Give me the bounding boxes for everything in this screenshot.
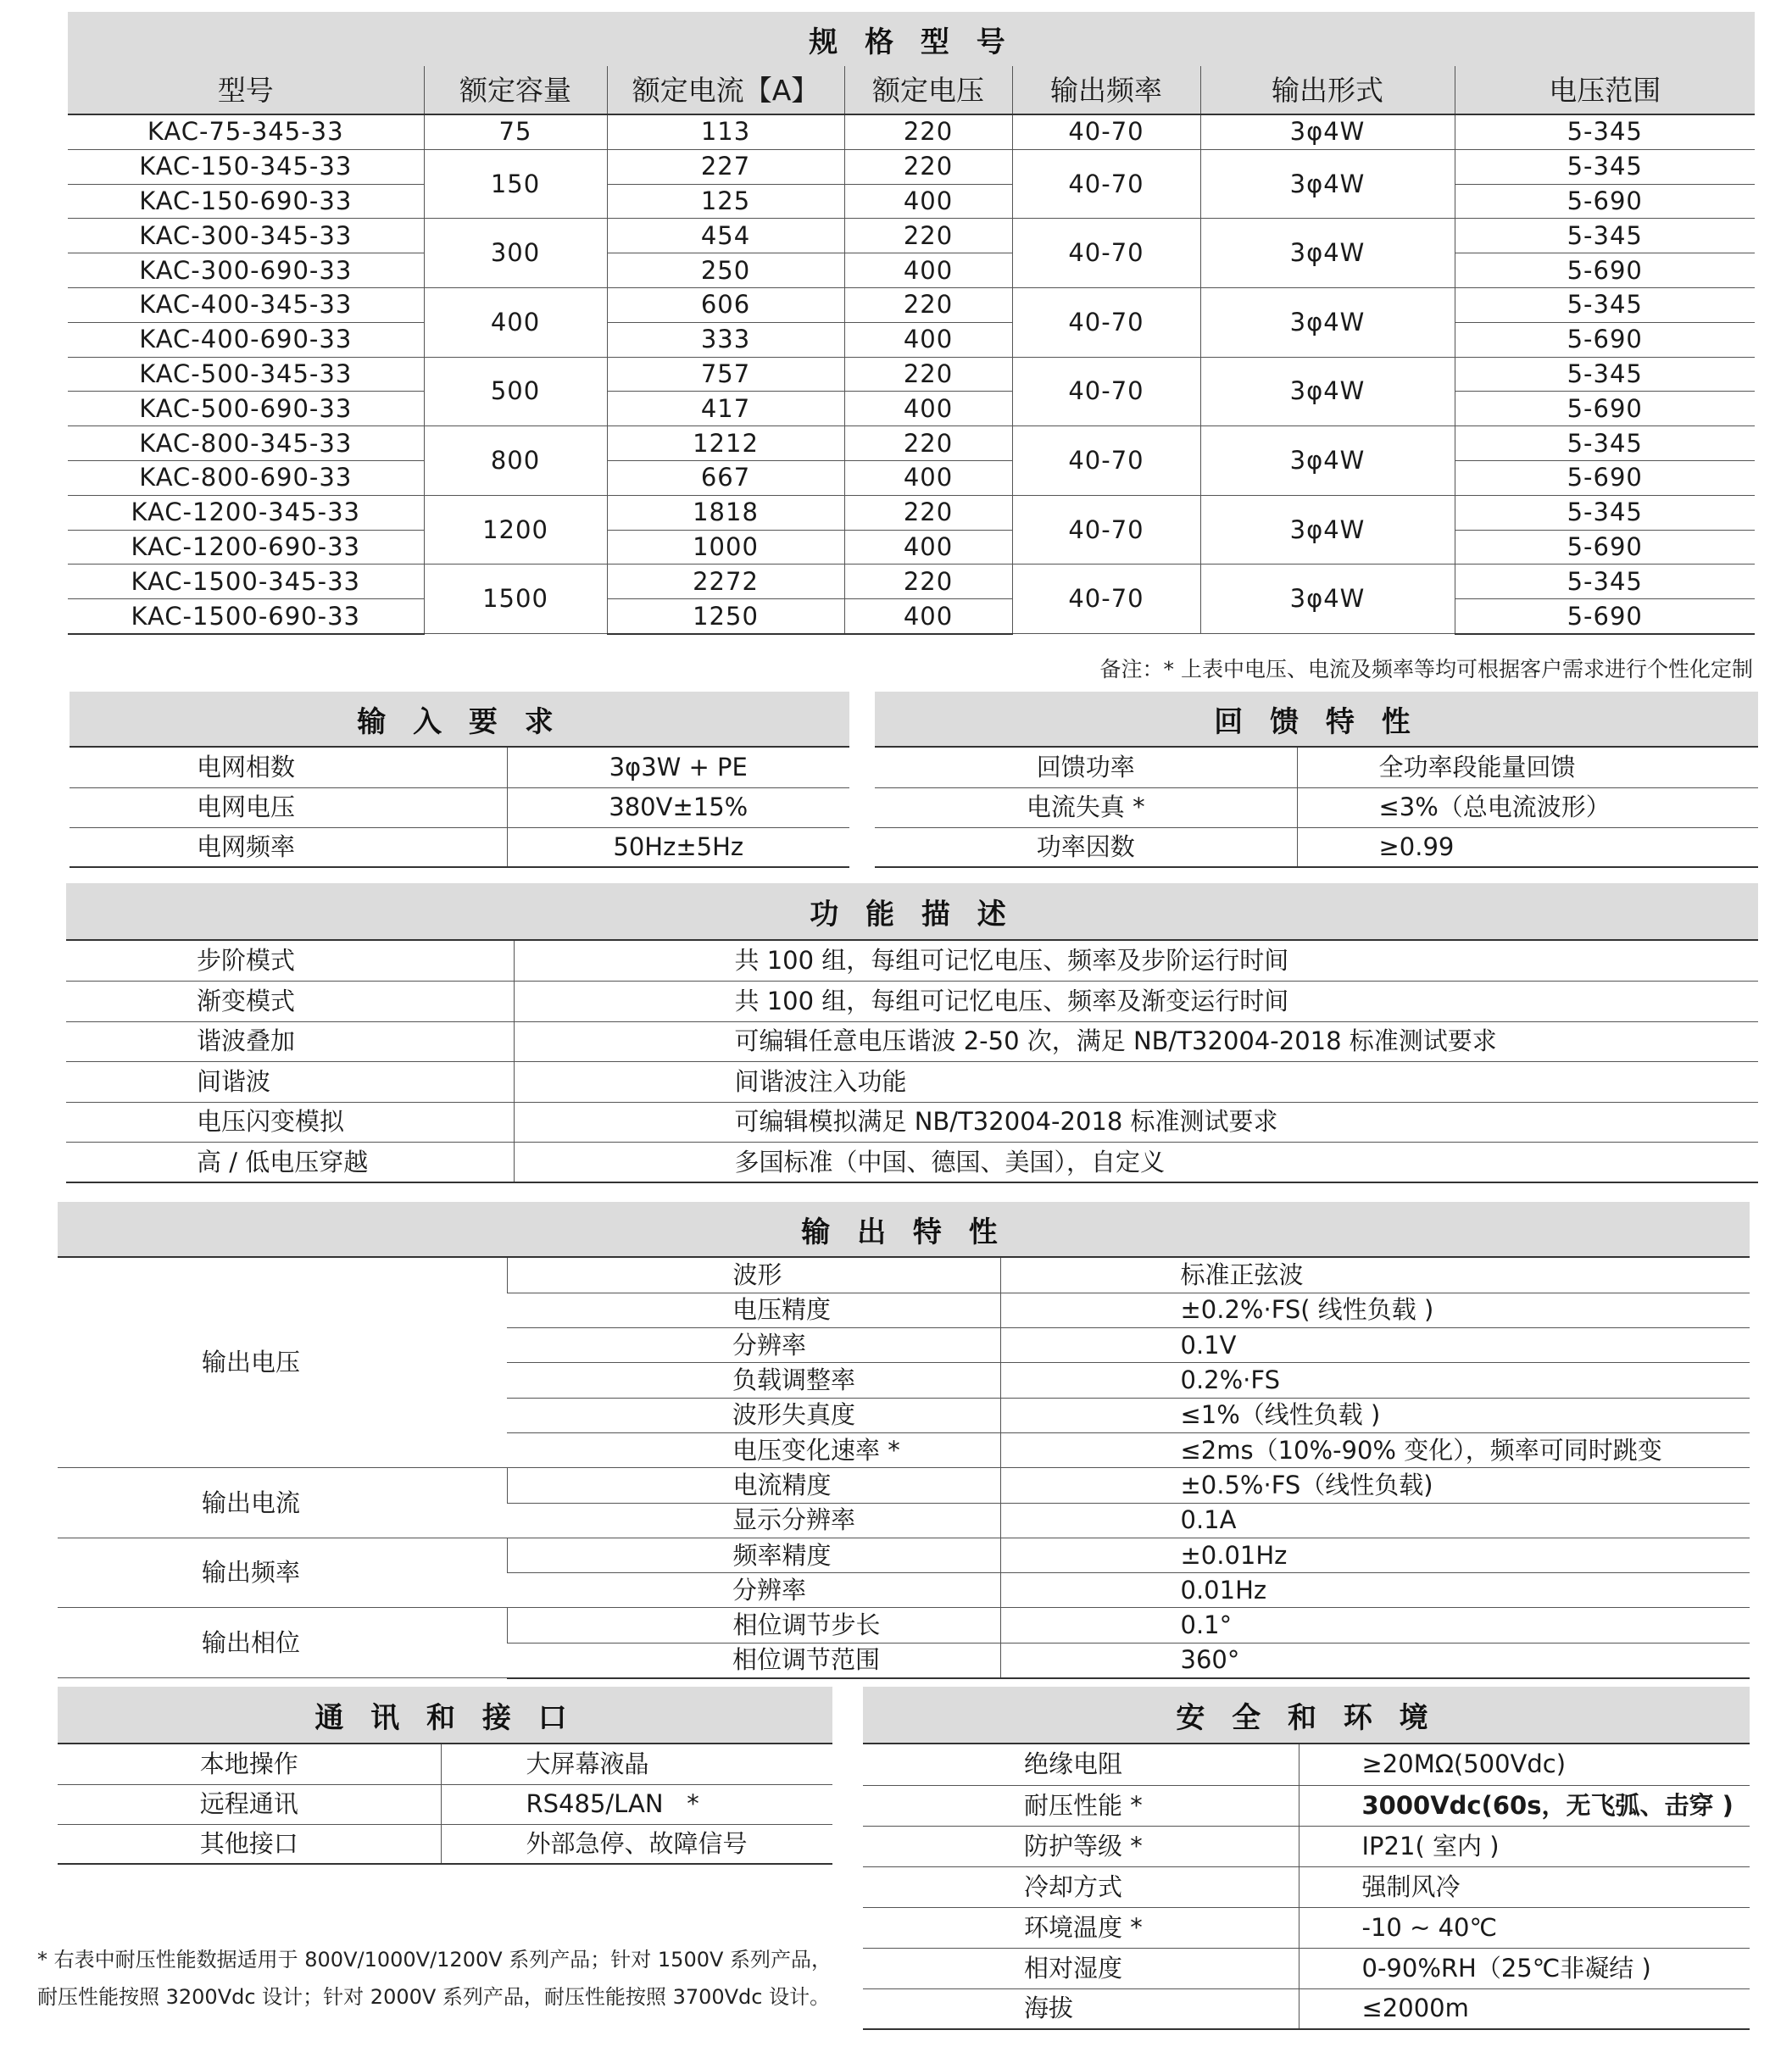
safety-label: 绝缘电阻 — [863, 1744, 1299, 1785]
table-row — [68, 426, 1755, 461]
comm-label: 远程通讯 — [58, 1784, 441, 1824]
table-row — [68, 287, 1755, 322]
table-row — [66, 1143, 1758, 1183]
comm-title: 通 讯 和 接 口 — [58, 1687, 832, 1744]
table-row — [68, 495, 1755, 530]
output-param: 波形失真度 — [507, 1398, 1000, 1432]
function-value: 可编辑模拟满足 NB/T32004-2018 标准测试要求 — [514, 1102, 1758, 1143]
spec-title: 规 格 型 号 — [68, 12, 1755, 66]
table-row — [70, 787, 849, 827]
function-value: 间谐波注入功能 — [514, 1062, 1758, 1103]
range-cell: 5-690 — [1455, 392, 1755, 426]
voltage-cell: 220 — [844, 565, 1012, 599]
frequency-cell: 40-70 — [1012, 219, 1200, 288]
safety-label: 耐压性能 * — [863, 1785, 1299, 1826]
function-label: 谐波叠加 — [66, 1021, 514, 1062]
range-cell: 5-690 — [1455, 184, 1755, 219]
comm-table — [58, 1744, 832, 1865]
table-row — [58, 1538, 1750, 1572]
output-value: 0.1A — [1000, 1503, 1750, 1538]
range-cell: 5-345 — [1455, 287, 1755, 322]
output-form-cell: 3φ4W — [1200, 357, 1455, 426]
table-row — [863, 1744, 1750, 1785]
output-param: 分辨率 — [507, 1573, 1000, 1608]
table-row — [68, 149, 1755, 184]
safety-value: -10 ~ 40℃ — [1299, 1907, 1750, 1948]
input-title: 输 入 要 求 — [70, 692, 849, 748]
model-cell: KAC-300-345-33 — [68, 219, 424, 253]
function-title: 功 能 描 述 — [66, 883, 1758, 941]
feedback-label: 回馈功率 — [875, 748, 1297, 787]
voltage-cell: 400 — [844, 530, 1012, 565]
model-cell: KAC-150-690-33 — [68, 184, 424, 219]
output-value: ≤1%（线性负载 ) — [1000, 1398, 1750, 1432]
table-row — [58, 1784, 832, 1824]
range-cell: 5-345 — [1455, 495, 1755, 530]
current-cell: 1000 — [607, 530, 844, 565]
spec-header-row — [68, 66, 1755, 114]
table-row — [68, 114, 1755, 149]
comm-value: RS485/LAN * — [441, 1784, 832, 1824]
input-label: 电网频率 — [70, 827, 507, 867]
output-form-cell: 3φ4W — [1200, 426, 1455, 496]
output-param: 波形 — [507, 1258, 1000, 1293]
range-cell: 5-690 — [1455, 530, 1755, 565]
comm-value: 外部急停、故障信号 — [441, 1824, 832, 1864]
safety-title: 安 全 和 环 境 — [863, 1687, 1750, 1744]
output-form-cell: 3φ4W — [1200, 114, 1455, 149]
table-row — [58, 1744, 832, 1784]
header-capacity: 额定容量 — [424, 66, 607, 114]
frequency-cell: 40-70 — [1012, 114, 1200, 149]
model-cell: KAC-1200-690-33 — [68, 530, 424, 565]
table-row — [68, 357, 1755, 392]
table-row — [70, 748, 849, 787]
output-form-cell: 3φ4W — [1200, 287, 1455, 357]
output-value: 0.1° — [1000, 1608, 1750, 1643]
output-value: ≤2ms（10%-90% 变化），频率可同时跳变 — [1000, 1432, 1750, 1467]
input-value: 380V±15% — [507, 787, 849, 827]
table-row — [66, 1021, 1758, 1062]
frequency-cell: 40-70 — [1012, 357, 1200, 426]
current-cell: 757 — [607, 357, 844, 392]
input-label: 电网电压 — [70, 787, 507, 827]
input-value: 50Hz±5Hz — [507, 827, 849, 867]
output-value: ±0.2%·FS( 线性负载 ) — [1000, 1293, 1750, 1327]
current-cell: 2272 — [607, 565, 844, 599]
safety-value: ≤2000m — [1299, 1988, 1750, 2029]
safety-value: 强制风冷 — [1299, 1866, 1750, 1907]
feedback-table — [875, 748, 1758, 868]
function-label: 步阶模式 — [66, 941, 514, 982]
current-cell: 113 — [607, 114, 844, 149]
table-row — [66, 1102, 1758, 1143]
voltage-cell: 220 — [844, 495, 1012, 530]
function-table — [66, 941, 1758, 1183]
output-value: 0.2%·FS — [1000, 1363, 1750, 1398]
table-row — [58, 1824, 832, 1864]
output-param: 负载调整率 — [507, 1363, 1000, 1398]
output-form-cell: 3φ4W — [1200, 565, 1455, 634]
comm-label: 本地操作 — [58, 1744, 441, 1784]
voltage-cell: 400 — [844, 184, 1012, 219]
safety-label: 防护等级 * — [863, 1826, 1299, 1866]
range-cell: 5-345 — [1455, 426, 1755, 461]
output-group-label: 输出电压 — [58, 1258, 507, 1468]
output-section — [58, 1202, 1750, 1679]
frequency-cell: 40-70 — [1012, 565, 1200, 634]
function-value: 共 100 组，每组可记忆电压、频率及渐变运行时间 — [514, 982, 1758, 1022]
input-value: 3φ3W + PE — [507, 748, 849, 787]
table-row — [68, 530, 1755, 565]
table-row — [66, 941, 1758, 982]
output-form-cell: 3φ4W — [1200, 219, 1455, 288]
range-cell: 5-345 — [1455, 565, 1755, 599]
spec-table — [68, 66, 1755, 635]
model-cell: KAC-800-690-33 — [68, 460, 424, 495]
table-row — [68, 599, 1755, 634]
safety-label: 冷却方式 — [863, 1866, 1299, 1907]
table-row — [68, 392, 1755, 426]
table-row — [863, 1866, 1750, 1907]
output-title: 输 出 特 性 — [58, 1202, 1750, 1258]
output-param: 电压精度 — [507, 1293, 1000, 1327]
voltage-cell: 220 — [844, 114, 1012, 149]
current-cell: 667 — [607, 460, 844, 495]
feedback-value: ≥0.99 — [1297, 827, 1758, 867]
voltage-cell: 400 — [844, 322, 1012, 357]
current-cell: 454 — [607, 219, 844, 253]
model-cell: KAC-800-345-33 — [68, 426, 424, 461]
range-cell: 5-345 — [1455, 114, 1755, 149]
output-param: 相位调节范围 — [507, 1643, 1000, 1677]
output-form-cell: 3φ4W — [1200, 149, 1455, 219]
safety-label: 海拔 — [863, 1988, 1299, 2029]
output-group-label: 输出电流 — [58, 1468, 507, 1538]
voltage-cell: 220 — [844, 219, 1012, 253]
range-cell: 5-345 — [1455, 357, 1755, 392]
table-row — [875, 827, 1758, 867]
safety-section — [863, 1687, 1750, 2030]
table-row — [68, 460, 1755, 495]
range-cell: 5-690 — [1455, 460, 1755, 495]
current-cell: 125 — [607, 184, 844, 219]
current-cell: 1212 — [607, 426, 844, 461]
feedback-value: 全功率段能量回馈 — [1297, 748, 1758, 787]
capacity-cell: 800 — [424, 426, 607, 496]
output-param: 相位调节步长 — [507, 1608, 1000, 1643]
comm-label: 其他接口 — [58, 1824, 441, 1864]
model-cell: KAC-500-690-33 — [68, 392, 424, 426]
model-cell: KAC-400-345-33 — [68, 287, 424, 322]
model-cell: KAC-150-345-33 — [68, 149, 424, 184]
feedback-section — [875, 692, 1758, 868]
current-cell: 333 — [607, 322, 844, 357]
output-group-label: 输出频率 — [58, 1538, 507, 1608]
model-cell: KAC-1500-690-33 — [68, 599, 424, 634]
current-cell: 1818 — [607, 495, 844, 530]
table-row — [70, 827, 849, 867]
range-cell: 5-345 — [1455, 149, 1755, 184]
range-cell: 5-690 — [1455, 322, 1755, 357]
output-value: 0.1V — [1000, 1328, 1750, 1363]
table-row — [863, 1988, 1750, 2029]
output-value: ±0.5%·FS（线性负载) — [1000, 1468, 1750, 1503]
function-label: 渐变模式 — [66, 982, 514, 1022]
model-cell: KAC-300-690-33 — [68, 253, 424, 288]
input-label: 电网相数 — [70, 748, 507, 787]
capacity-cell: 1200 — [424, 495, 607, 565]
table-row — [68, 565, 1755, 599]
voltage-cell: 400 — [844, 460, 1012, 495]
frequency-cell: 40-70 — [1012, 495, 1200, 565]
table-row — [66, 982, 1758, 1022]
voltage-cell: 220 — [844, 426, 1012, 461]
model-cell: KAC-400-690-33 — [68, 322, 424, 357]
spec-section — [68, 12, 1755, 635]
header-current: 额定电流【A】 — [607, 66, 844, 114]
safety-label: 相对湿度 — [863, 1948, 1299, 1988]
output-form-cell: 3φ4W — [1200, 495, 1455, 565]
table-row — [875, 787, 1758, 827]
voltage-cell: 220 — [844, 357, 1012, 392]
output-value: 标准正弦波 — [1000, 1258, 1750, 1293]
current-cell: 250 — [607, 253, 844, 288]
table-row — [68, 253, 1755, 288]
spec-note: 备注：* 上表中电压、电流及频率等均可根据客户需求进行个性化定制 — [1099, 657, 1753, 681]
frequency-cell: 40-70 — [1012, 426, 1200, 496]
table-row — [863, 1907, 1750, 1948]
output-param: 频率精度 — [507, 1538, 1000, 1572]
table-row — [863, 1785, 1750, 1826]
capacity-cell: 75 — [424, 114, 607, 149]
feedback-label: 电流失真 * — [875, 787, 1297, 827]
table-row — [875, 748, 1758, 787]
output-param: 分辨率 — [507, 1328, 1000, 1363]
table-row — [58, 1468, 1750, 1503]
safety-value: 3000Vdc(60s，无飞弧、击穿 ) — [1299, 1785, 1750, 1826]
header-frequency: 输出频率 — [1012, 66, 1200, 114]
feedback-title: 回 馈 特 性 — [875, 692, 1758, 748]
output-group-label: 输出相位 — [58, 1608, 507, 1678]
table-row — [66, 1062, 1758, 1103]
output-param: 显示分辨率 — [507, 1503, 1000, 1538]
footnote-line-1: * 右表中耐压性能数据适用于 800V/1000V/1200V 系列产品；针对 1500V 系列产品， — [37, 1948, 832, 1972]
range-cell: 5-690 — [1455, 599, 1755, 634]
frequency-cell: 40-70 — [1012, 149, 1200, 219]
table-row — [863, 1948, 1750, 1988]
capacity-cell: 400 — [424, 287, 607, 357]
safety-table — [863, 1744, 1750, 2030]
table-row — [68, 184, 1755, 219]
header-voltage-range: 电压范围 — [1455, 66, 1755, 114]
model-cell: KAC-1500-345-33 — [68, 565, 424, 599]
footnote-line-2: 耐压性能按照 3200Vdc 设计；针对 2000V 系列产品，耐压性能按照 3700Vdc 设计。 — [37, 1985, 831, 2009]
current-cell: 1250 — [607, 599, 844, 634]
function-label: 高 / 低电压穿越 — [66, 1143, 514, 1183]
voltage-cell: 400 — [844, 392, 1012, 426]
output-value: 360° — [1000, 1643, 1750, 1677]
capacity-cell: 1500 — [424, 565, 607, 634]
current-cell: 227 — [607, 149, 844, 184]
safety-value: ≥20MΩ(500Vdc) — [1299, 1744, 1750, 1785]
frequency-cell: 40-70 — [1012, 287, 1200, 357]
table-row — [863, 1826, 1750, 1866]
capacity-cell: 500 — [424, 357, 607, 426]
output-param: 电压变化速率 * — [507, 1432, 1000, 1467]
comm-section — [58, 1687, 832, 1865]
output-value: 0.01Hz — [1000, 1573, 1750, 1608]
output-param: 电流精度 — [507, 1468, 1000, 1503]
table-row — [58, 1608, 1750, 1643]
table-row — [58, 1258, 1750, 1293]
table-row — [68, 322, 1755, 357]
current-cell: 606 — [607, 287, 844, 322]
range-cell: 5-345 — [1455, 219, 1755, 253]
function-value: 可编辑任意电压谐波 2-50 次，满足 NB/T32004-2018 标准测试要求 — [514, 1021, 1758, 1062]
safety-value: 0-90%RH（25℃非凝结 ) — [1299, 1948, 1750, 1988]
range-cell: 5-690 — [1455, 253, 1755, 288]
model-cell: KAC-1200-345-33 — [68, 495, 424, 530]
function-label: 间谐波 — [66, 1062, 514, 1103]
input-section — [70, 692, 849, 868]
table-row — [68, 219, 1755, 253]
feedback-label: 功率因数 — [875, 827, 1297, 867]
input-table — [70, 748, 849, 868]
model-cell: KAC-500-345-33 — [68, 357, 424, 392]
current-cell: 417 — [607, 392, 844, 426]
safety-label: 环境温度 * — [863, 1907, 1299, 1948]
voltage-cell: 400 — [844, 599, 1012, 634]
safety-value: IP21( 室内 ) — [1299, 1826, 1750, 1866]
capacity-cell: 150 — [424, 149, 607, 219]
header-model: 型号 — [68, 66, 424, 114]
feedback-value: ≤3%（总电流波形） — [1297, 787, 1758, 827]
function-value: 共 100 组，每组可记忆电压、频率及步阶运行时间 — [514, 941, 1758, 982]
function-section — [66, 883, 1758, 1183]
output-table — [58, 1258, 1750, 1679]
voltage-cell: 220 — [844, 287, 1012, 322]
header-voltage: 额定电压 — [844, 66, 1012, 114]
function-value: 多国标准（中国、德国、美国），自定义 — [514, 1143, 1758, 1183]
output-value: ±0.01Hz — [1000, 1538, 1750, 1572]
voltage-cell: 220 — [844, 149, 1012, 184]
header-output-form: 输出形式 — [1200, 66, 1455, 114]
model-cell: KAC-75-345-33 — [68, 114, 424, 149]
function-label: 电压闪变模拟 — [66, 1102, 514, 1143]
voltage-cell: 400 — [844, 253, 1012, 288]
capacity-cell: 300 — [424, 219, 607, 288]
comm-value: 大屏幕液晶 — [441, 1744, 832, 1784]
